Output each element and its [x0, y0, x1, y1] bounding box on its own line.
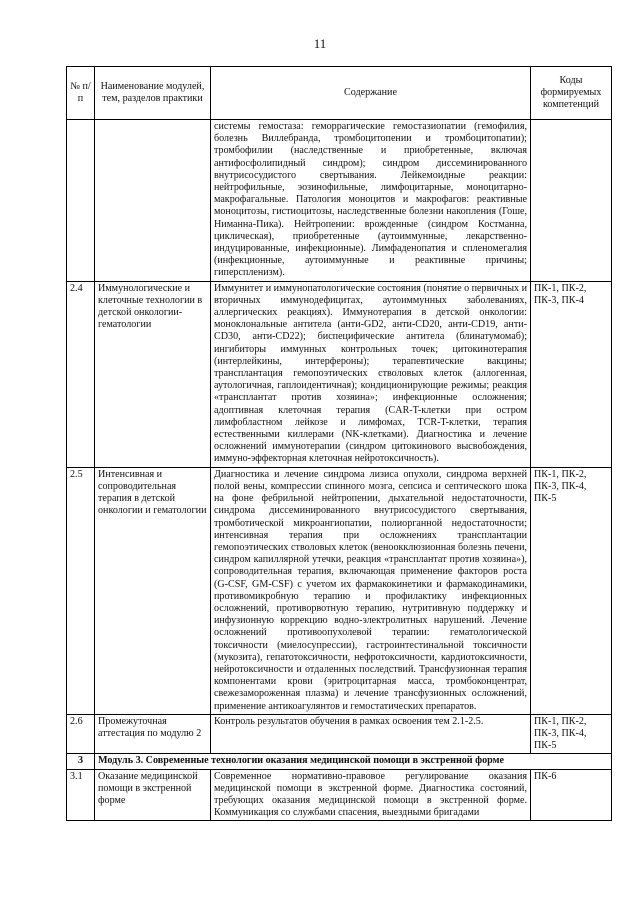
row-name: Иммунологические и клеточные технологии в детской онкологии-гематологии: [95, 281, 211, 467]
row-content: Диагностика и лечение синдрома лизиса опухоли, синдрома верхней полой вены, компрессии спинного мозга, сепсиса и септического шока на фоне фебрильной нейтропении, дыхательной недостаточности, синдрома диссеминированного внутрисосудистого свертывания, тромботической микроангиопатии, полиорганной недостаточности; интенсивная терапия при осложнениях трансплантации гемопоэтических стволовых клеток (веноокклюзионная болезнь печени, синдром капиллярной утечки, реакция «трансплантат против хозяина»), сопроводительная терапия, включающая применение факторов роста (G-CSF, GM-CSF) с учетом их фармакокинетики и фармакодинамики, противомикробную терапию и профилактику инфекционных осложнений, противорвотную терапию, нутритивную поддержку и инфузионную коррекцию водно-электролитных нарушений. Лечение осложнений противоопухолевой терапии: гематологической токсичности (миелосупрессии), гастроинтестинальной токсичности (мукозита), гепатотоксичности, нефротоксичности, кардиотоксичности, нейротоксичности и отдаленных последствий. Трансфузионная терапия компонентами крови (эритроцитарная масса, тромбоконцентрат, свежезамороженная плазма) и лечение трансфузионных осложнений, применение антикоагулянтов и гемостатических препаратов.: [211, 467, 531, 714]
row-codes: ПК-1, ПК-2, ПК-3, ПК-4, ПК-5: [531, 467, 612, 714]
row-content: Современное нормативно-правовое регулирование оказания медицинской помощи в экстренной форме. Диагностика состояний, требующих оказания медицинской помощи в экстренной форме. Коммуникация со службами спасения, выездными бригадами: [211, 769, 531, 821]
row-num: 2.4: [67, 281, 95, 467]
header-num: № п/п: [67, 67, 95, 120]
row-content: системы гемостаза: геморрагические гемостазиопатии (гемофилия, болезнь Виллебранда, тромбоцитопении и тромбоцитопатии); тромбофилии (наследственные и приобретенные, включая антифосфолипидный синдром); синдром диссеминированного внутрисосудистого свертывания. Лейкемоидные реакции: нейтрофильные, эозинофильные, лимфоцитарные, моноцитарно-макрофагальные. Патология моноцитов и макрофагов: реактивные моноцитозы, гистиоцитозы, наследственные болезни накопления (Гоше, Ниманна-Пика). Нейтропении: врожденные (синдром Костманна, циклическая), приобретенные (аутоиммунные, лекарственно-индуцированные, инфекционные). Лимфаденопатия и спленомегалия (инфекционные, аутоиммунные и реактивные причины; гиперспленизм).: [211, 120, 531, 282]
row-num: 2.6: [67, 714, 95, 754]
row-name: Интенсивная и сопроводительная терапия в детской онкологии и гематологии: [95, 467, 211, 714]
module-num: 3: [67, 754, 95, 769]
table-row: [67, 714, 612, 754]
row-num: [67, 120, 95, 282]
row-num: 3.1: [67, 769, 95, 821]
table-row: [67, 467, 612, 714]
row-codes: ПК-1, ПК-2, ПК-3, ПК-4, ПК-5: [531, 714, 612, 754]
header-codes: Коды формируемых компетенций: [531, 67, 612, 120]
header-content: Содержание: [211, 67, 531, 120]
row-num: 2.5: [67, 467, 95, 714]
table-header-row: [67, 67, 612, 120]
module-title: Модуль 3. Современные технологии оказания медицинской помощи в экстренной форме: [95, 754, 612, 769]
curriculum-table: [66, 66, 612, 821]
header-name: Наименование модулей, тем, разделов практики: [95, 67, 211, 120]
row-content: Контроль результатов обучения в рамках освоения тем 2.1-2.5.: [211, 714, 531, 754]
row-name: [95, 120, 211, 282]
table-row: [67, 769, 612, 821]
row-name: Оказание медицинской помощи в экстренной форме: [95, 769, 211, 821]
row-content: Иммунитет и иммунопатологические состояния (понятие о первичных и вторичных иммунодефицитах, аутоиммунных заболеваниях, аллергических реакциях). Иммунотерапия в детской онкологии: моноклональные антитела (анти-GD2, анти-CD20, анти-CD19, анти-CD30, анти-CD22); биспецифические антитела (блинатумомаб); ингибиторы иммунных контрольных точек; цитокинотерапия (интерлейкины, интерфероны); терапевтические вакцины; трансплантация гемопоэтических стволовых клеток (аллогенная, аутологичная, гаплоидентичная); кондиционирующие режимы; реакция «трансплантат против хозяина»; инфекционные осложнения; адоптивная клеточная терапия (CAR-T-клетки при остром лимфобластном лейкозе и лимфомах, TCR-T-клетки, терапия естественными киллерами (NK-клетками). Диагностика и лечение осложнений иммунотерапии (синдром цитокинового высвобождения, иммуно-эффекторная клеточная нейротоксичность).: [211, 281, 531, 467]
table-row: [67, 281, 612, 467]
page-number: 11: [313, 36, 327, 51]
row-name: Промежуточная аттестация по модулю 2: [95, 714, 211, 754]
row-codes: ПК-1, ПК-2, ПК-3, ПК-4: [531, 281, 612, 467]
module-row: [67, 754, 612, 769]
table-row: [67, 120, 612, 282]
row-codes: ПК-6: [531, 769, 612, 821]
row-codes: [531, 120, 612, 282]
